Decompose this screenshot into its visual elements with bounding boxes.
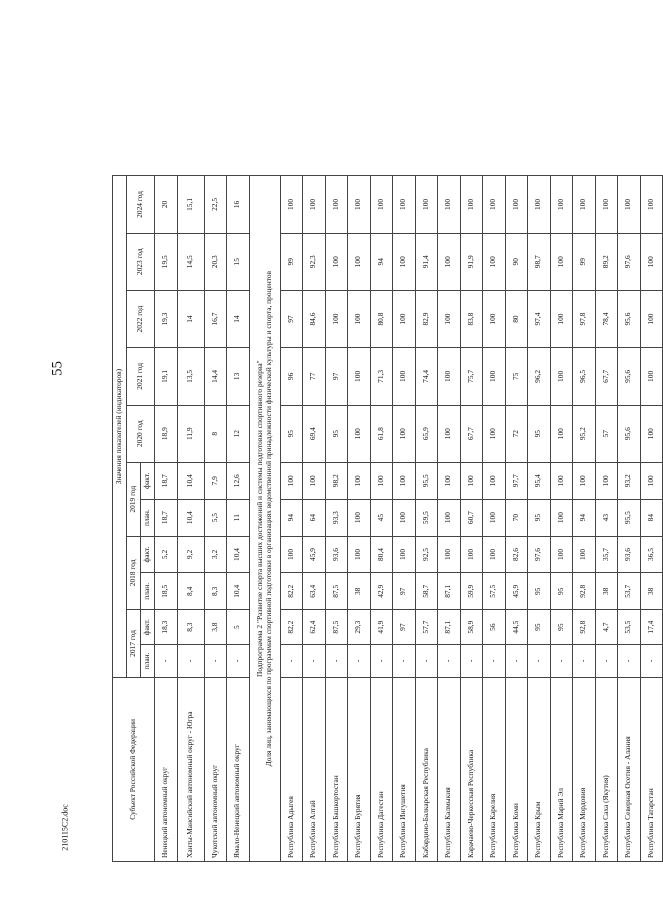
value-cell: 100	[325, 233, 348, 290]
value-cell: 8,3	[177, 610, 204, 645]
region-name: Республика Калмыкия	[438, 677, 461, 861]
year-header: 2024 год	[127, 176, 155, 233]
subject-header: Субъект Российской Федерации	[113, 677, 155, 861]
indicator-table	[112, 12, 663, 862]
value-cell: 100	[640, 176, 663, 233]
value-cell: 87,1	[438, 610, 461, 645]
table-row	[204, 12, 227, 862]
region-name: Кабардино-Балкарская Республика	[415, 677, 438, 861]
year-header: 2023 год	[127, 233, 155, 290]
value-cell: 100	[595, 176, 618, 233]
subprogram-caption	[249, 176, 280, 862]
value-cell: 82,9	[415, 290, 438, 347]
value-cell: 5,2	[155, 536, 178, 573]
value-cell: 100	[483, 536, 506, 573]
value-cell: 44,5	[505, 610, 528, 645]
value-cell: 59,5	[415, 499, 438, 536]
value-cell: 100	[348, 348, 371, 405]
value-cell: 100	[348, 536, 371, 573]
value-cell: -	[595, 645, 618, 678]
value-cell: 64	[303, 499, 326, 536]
value-cell: 45	[370, 499, 393, 536]
value-cell: 100	[348, 233, 371, 290]
value-cell: 19,1	[155, 348, 178, 405]
value-cell: 87,1	[438, 573, 461, 610]
value-cell: -	[550, 645, 573, 678]
table-body	[155, 12, 663, 862]
table-row	[155, 12, 178, 862]
value-cell: 100	[550, 405, 573, 462]
value-cell: 10,4	[227, 573, 250, 610]
value-cell: 61,8	[370, 405, 393, 462]
table-row	[483, 12, 506, 862]
table-row	[595, 12, 618, 862]
value-cell: 87,5	[325, 573, 348, 610]
value-cell: 45,9	[505, 573, 528, 610]
value-cell: 82,2	[280, 610, 303, 645]
region-name: Республика Татарстан	[640, 677, 663, 861]
value-cell: 100	[370, 176, 393, 233]
value-cell: 38	[348, 573, 371, 610]
value-cell: 100	[640, 233, 663, 290]
value-cell: 100	[640, 405, 663, 462]
region-name: Республика Северная Осетия - Алания	[618, 677, 641, 861]
value-cell: 100	[640, 348, 663, 405]
value-cell: 98,7	[528, 233, 551, 290]
region-name: Республика Марий Эл	[550, 677, 573, 861]
table-row	[618, 12, 641, 862]
value-cell: 63,4	[303, 573, 326, 610]
value-cell: 10,4	[177, 499, 204, 536]
value-cell: -	[303, 645, 326, 678]
value-cell: 100	[550, 176, 573, 233]
value-cell: 11	[227, 499, 250, 536]
value-cell: 80,8	[370, 290, 393, 347]
value-cell: 57,7	[415, 610, 438, 645]
value-cell: 58,9	[460, 610, 483, 645]
value-cell: 100	[348, 176, 371, 233]
region-name: Чукотский автономный округ	[204, 677, 227, 861]
table-row	[227, 12, 250, 862]
value-cell: 71,3	[370, 348, 393, 405]
value-cell: 97	[393, 573, 416, 610]
year-header: 2019 год	[127, 462, 141, 536]
value-cell: 95	[528, 573, 551, 610]
value-cell: -	[325, 645, 348, 678]
value-cell: 100	[393, 290, 416, 347]
value-cell: 97	[325, 348, 348, 405]
value-cell: 3,8	[204, 610, 227, 645]
value-cell: 95,6	[618, 348, 641, 405]
value-cell: 100	[438, 499, 461, 536]
value-cell: 53,5	[618, 610, 641, 645]
value-cell: 18,7	[155, 462, 178, 499]
value-cell: -	[483, 645, 506, 678]
value-cell: 94	[573, 499, 596, 536]
region-name: Республика Бурятия	[348, 677, 371, 861]
region-name: Ханты-Мансийский автономный округ - Югра	[177, 677, 204, 861]
value-cell: 95	[528, 610, 551, 645]
value-cell: 93,2	[618, 462, 641, 499]
year-header: 2020 год	[127, 405, 155, 462]
value-cell: 78,4	[595, 290, 618, 347]
value-cell: 92,8	[573, 573, 596, 610]
value-cell: 19,3	[155, 290, 178, 347]
value-cell: -	[370, 645, 393, 678]
value-cell: 75,7	[460, 348, 483, 405]
value-cell: 100	[438, 348, 461, 405]
value-cell: 97,4	[528, 290, 551, 347]
value-cell: 58,7	[415, 573, 438, 610]
value-cell: 8,4	[177, 573, 204, 610]
table-header	[113, 12, 155, 862]
table-row	[348, 12, 371, 862]
value-cell: 99	[573, 233, 596, 290]
fact-header: факт.	[141, 536, 155, 573]
value-cell: 95	[528, 405, 551, 462]
value-cell: 100	[483, 290, 506, 347]
value-cell: 100	[505, 176, 528, 233]
document-code: 210115C2.doc	[60, 804, 70, 851]
region-name: Республика Башкортостан	[325, 677, 348, 861]
subprogram-indicator: Доля лиц, занимающихся по программам спортивной подготовки в организациях ведомственной принадлежности физической культуры и спорта, процентов	[263, 270, 273, 767]
region-name: Карачаево-Черкесская Республика	[460, 677, 483, 861]
value-cell: 95	[528, 499, 551, 536]
value-cell: 43	[595, 499, 618, 536]
value-cell: -	[177, 645, 204, 678]
value-cell: 100	[550, 348, 573, 405]
value-cell: 100	[393, 462, 416, 499]
value-cell: 99	[280, 233, 303, 290]
value-cell: 5	[227, 610, 250, 645]
value-cell: 100	[280, 176, 303, 233]
plan-header: план.	[141, 573, 155, 610]
value-cell: -	[640, 645, 663, 678]
value-cell: 67,7	[595, 348, 618, 405]
year-header: 2022 год	[127, 290, 155, 347]
page-number: 55	[49, 361, 66, 376]
value-cell: 100	[483, 462, 506, 499]
value-cell: 100	[550, 233, 573, 290]
value-cell: -	[438, 645, 461, 678]
value-cell: 100	[348, 405, 371, 462]
value-cell: 93,6	[325, 536, 348, 573]
value-cell: 100	[550, 462, 573, 499]
value-cell: 100	[280, 536, 303, 573]
value-cell: -	[348, 645, 371, 678]
value-cell: 100	[460, 536, 483, 573]
value-cell: 60,7	[460, 499, 483, 536]
year-header: 2017 год	[127, 610, 141, 678]
value-cell: 100	[393, 176, 416, 233]
value-cell: 100	[483, 405, 506, 462]
value-cell: 100	[460, 176, 483, 233]
value-cell: 77	[303, 348, 326, 405]
value-cell: 100	[483, 348, 506, 405]
value-cell: 4,7	[595, 610, 618, 645]
value-cell: 100	[280, 462, 303, 499]
value-cell: 92,3	[303, 233, 326, 290]
value-cell: -	[460, 645, 483, 678]
value-cell: 59,9	[460, 573, 483, 610]
value-cell: 100	[303, 176, 326, 233]
table-row	[393, 12, 416, 862]
value-cell: 10,4	[227, 536, 250, 573]
value-cell: 95	[550, 610, 573, 645]
table-row	[438, 12, 461, 862]
value-cell: 95,2	[573, 405, 596, 462]
value-cell: 95,5	[618, 499, 641, 536]
value-cell: 18,5	[155, 573, 178, 610]
region-name: Республика Дагестан	[370, 677, 393, 861]
value-cell: 29,3	[348, 610, 371, 645]
value-cell: 97	[280, 290, 303, 347]
value-cell: 95,6	[618, 290, 641, 347]
value-cell: 7,9	[204, 462, 227, 499]
value-cell: 100	[550, 536, 573, 573]
value-cell: 94	[280, 499, 303, 536]
value-cell: 42,9	[370, 573, 393, 610]
value-cell: 45,9	[303, 536, 326, 573]
value-cell: 12	[227, 405, 250, 462]
value-cell: 13,5	[177, 348, 204, 405]
value-cell: 100	[348, 462, 371, 499]
value-cell: 100	[460, 462, 483, 499]
value-cell: 96	[280, 348, 303, 405]
value-cell: 97,8	[573, 290, 596, 347]
value-cell: -	[393, 645, 416, 678]
value-cell: 14,4	[204, 348, 227, 405]
value-cell: -	[227, 645, 250, 678]
value-cell: -	[204, 645, 227, 678]
value-cell: 97	[393, 610, 416, 645]
year-header: 2018 год	[127, 536, 141, 610]
value-cell: 95	[325, 405, 348, 462]
value-cell: 96,5	[573, 348, 596, 405]
fact-header: факт.	[141, 610, 155, 645]
value-cell: 100	[303, 462, 326, 499]
value-cell: 20,3	[204, 233, 227, 290]
value-cell: 100	[370, 462, 393, 499]
value-cell: 100	[573, 176, 596, 233]
value-cell: 74,4	[415, 348, 438, 405]
value-cell: 100	[438, 462, 461, 499]
value-cell: 20	[155, 176, 178, 233]
value-cell: 96,2	[528, 348, 551, 405]
region-name: Республика Карелия	[483, 677, 506, 861]
value-cell: 80,4	[370, 536, 393, 573]
value-cell: 15,1	[177, 176, 204, 233]
value-cell: 100	[528, 176, 551, 233]
value-cell: -	[618, 645, 641, 678]
value-cell: 62,4	[303, 610, 326, 645]
value-cell: 36,5	[640, 536, 663, 573]
value-cell: 92,8	[573, 610, 596, 645]
value-cell: 8	[204, 405, 227, 462]
value-cell: 100	[618, 176, 641, 233]
value-cell: 90	[505, 233, 528, 290]
value-cell: 100	[438, 290, 461, 347]
value-cell: 100	[438, 536, 461, 573]
region-name: Республика Ингушетия	[393, 677, 416, 861]
region-name: Республика Алтай	[303, 677, 326, 861]
table-row	[370, 12, 393, 862]
value-cell: 67,7	[460, 405, 483, 462]
value-cell: 8,3	[204, 573, 227, 610]
value-cell: 16	[227, 176, 250, 233]
value-cell: -	[155, 645, 178, 678]
value-cell: 97,6	[528, 536, 551, 573]
value-cell: 87,5	[325, 610, 348, 645]
table-row	[415, 12, 438, 862]
value-cell: 83,8	[460, 290, 483, 347]
value-cell: 53,7	[618, 573, 641, 610]
value-cell: 82,6	[505, 536, 528, 573]
value-cell: -	[415, 645, 438, 678]
value-cell: 11,9	[177, 405, 204, 462]
value-cell: 100	[483, 233, 506, 290]
region-name: Республика Саха (Якутия)	[595, 677, 618, 861]
value-cell: 100	[438, 233, 461, 290]
table-row	[303, 12, 326, 862]
value-cell: 89,2	[595, 233, 618, 290]
value-cell: 100	[640, 462, 663, 499]
value-cell: 93,6	[618, 536, 641, 573]
value-cell: 95	[550, 573, 573, 610]
value-cell: 97,6	[618, 233, 641, 290]
value-cell: 100	[325, 290, 348, 347]
value-cell: 100	[393, 405, 416, 462]
value-cell: 9,2	[177, 536, 204, 573]
value-cell: 18,7	[155, 499, 178, 536]
region-name: Ненецкий автономный округ	[155, 677, 178, 861]
value-cell: 14	[227, 290, 250, 347]
value-cell: 70	[505, 499, 528, 536]
value-cell: 15	[227, 233, 250, 290]
value-cell: 100	[393, 536, 416, 573]
value-cell: 18,3	[155, 610, 178, 645]
value-cell: 100	[483, 499, 506, 536]
table-row	[528, 12, 551, 862]
value-cell: 57	[595, 405, 618, 462]
value-cell: 17,4	[640, 610, 663, 645]
value-cell: 100	[573, 536, 596, 573]
value-cell: -	[573, 645, 596, 678]
value-cell: 91,4	[415, 233, 438, 290]
value-cell: 100	[393, 233, 416, 290]
value-cell: 100	[348, 290, 371, 347]
value-cell: 56	[483, 610, 506, 645]
value-cell: 69,4	[303, 405, 326, 462]
value-cell: 57,5	[483, 573, 506, 610]
value-cell: 65,9	[415, 405, 438, 462]
value-cell: 100	[415, 176, 438, 233]
value-cell: 14,5	[177, 233, 204, 290]
value-cell: 100	[483, 176, 506, 233]
value-cell: 72	[505, 405, 528, 462]
values-header: Значения показателей (индикаторов)	[113, 176, 127, 678]
value-cell: 14	[177, 290, 204, 347]
value-cell: 38	[595, 573, 618, 610]
value-cell: 41,9	[370, 610, 393, 645]
region-name: Республика Адыгея	[280, 677, 303, 861]
value-cell: 95,4	[528, 462, 551, 499]
value-cell: 10,4	[177, 462, 204, 499]
value-cell: 16,7	[204, 290, 227, 347]
value-cell: 84	[640, 499, 663, 536]
table-row	[280, 12, 303, 862]
table-row	[640, 12, 663, 862]
value-cell: 35,7	[595, 536, 618, 573]
region-name: Республика Коми	[505, 677, 528, 861]
value-cell: 75	[505, 348, 528, 405]
value-cell: 82,2	[280, 573, 303, 610]
table-row	[177, 12, 204, 862]
value-cell: 100	[393, 499, 416, 536]
table-row	[325, 12, 348, 862]
subprogram-title: Подпрограмма 2 "Развитие спорта высших достижений и системы подготовки спортивного резерва"	[254, 360, 264, 677]
value-cell: 95,5	[415, 462, 438, 499]
value-cell: 12,6	[227, 462, 250, 499]
value-cell: 5,5	[204, 499, 227, 536]
value-cell: 92,5	[415, 536, 438, 573]
value-cell: -	[280, 645, 303, 678]
fact-header: факт.	[141, 462, 155, 499]
value-cell: -	[505, 645, 528, 678]
region-name: Республика Крым	[528, 677, 551, 861]
value-cell: 100	[595, 462, 618, 499]
value-cell: 94	[370, 233, 393, 290]
value-cell: 100	[348, 499, 371, 536]
value-cell: 100	[550, 290, 573, 347]
value-cell: 19,5	[155, 233, 178, 290]
value-cell: 97,7	[505, 462, 528, 499]
value-cell: 100	[393, 348, 416, 405]
value-cell: 91,9	[460, 233, 483, 290]
value-cell: 13	[227, 348, 250, 405]
table-row	[460, 12, 483, 862]
table-row	[505, 12, 528, 862]
value-cell: 84,6	[303, 290, 326, 347]
value-cell: 100	[573, 462, 596, 499]
value-cell: 80	[505, 290, 528, 347]
value-cell: 95,6	[618, 405, 641, 462]
value-cell: 98,2	[325, 462, 348, 499]
region-name: Республика Мордовия	[573, 677, 596, 861]
value-cell: 22,5	[204, 176, 227, 233]
value-cell: -	[528, 645, 551, 678]
table-row	[573, 12, 596, 862]
value-cell: 93,3	[325, 499, 348, 536]
plan-header: план.	[141, 645, 155, 678]
year-header: 2021 год	[127, 348, 155, 405]
plan-header: план.	[141, 499, 155, 536]
value-cell: 100	[550, 499, 573, 536]
value-cell: 100	[325, 176, 348, 233]
indicator-table-container	[112, 12, 655, 862]
region-name: Ямало-Ненецкий автономный округ	[227, 677, 250, 861]
value-cell: 100	[438, 405, 461, 462]
value-cell: 100	[438, 176, 461, 233]
value-cell: 3,2	[204, 536, 227, 573]
table-row	[550, 12, 573, 862]
value-cell: 18,9	[155, 405, 178, 462]
value-cell: 95	[280, 405, 303, 462]
value-cell: 100	[640, 290, 663, 347]
value-cell: 38	[640, 573, 663, 610]
